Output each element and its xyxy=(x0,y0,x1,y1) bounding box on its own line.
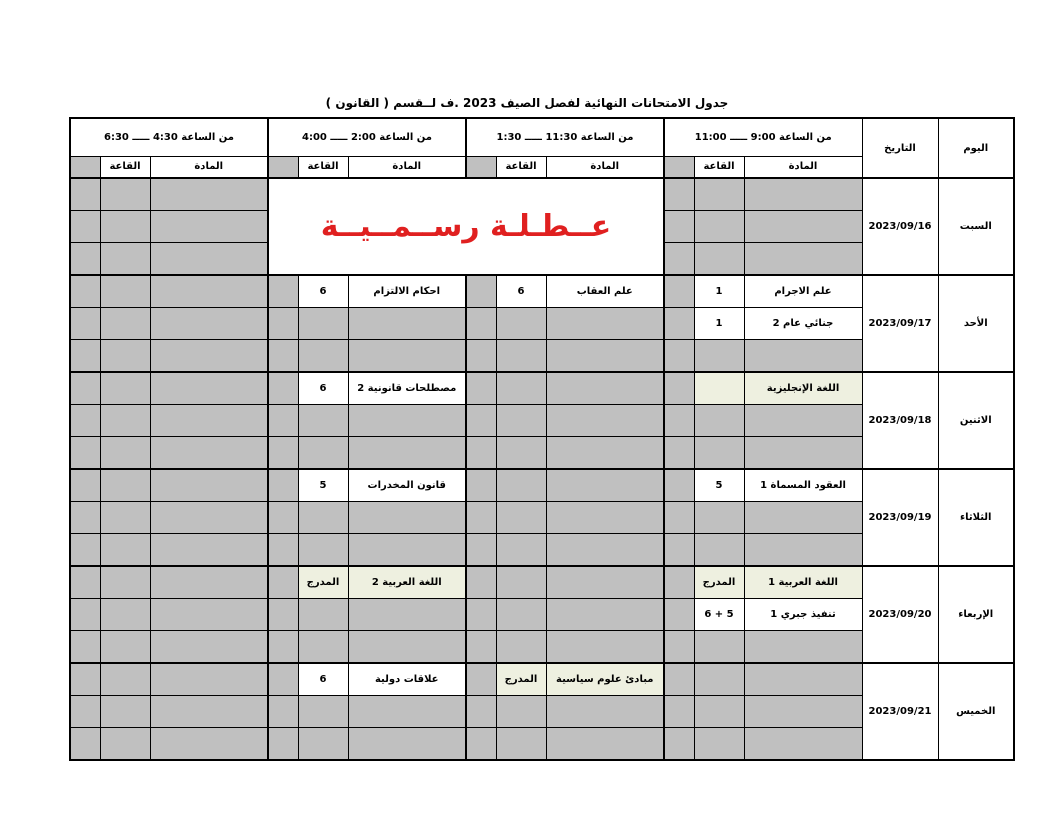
header-date: التاريخ xyxy=(862,118,938,178)
exam-subject xyxy=(546,501,664,533)
exam-hall xyxy=(496,501,546,533)
exam-hall xyxy=(100,663,150,695)
exam-hall xyxy=(298,436,348,469)
table-row xyxy=(70,275,1014,307)
slot-spacer xyxy=(466,307,496,339)
exam-subject xyxy=(744,727,862,760)
exam-subject xyxy=(546,695,664,727)
exam-hall: المدرج xyxy=(298,566,348,598)
exam-hall xyxy=(496,469,546,501)
slot-spacer xyxy=(70,372,100,404)
slot-spacer xyxy=(268,695,298,727)
exam-hall xyxy=(100,307,150,339)
slot-spacer xyxy=(268,307,298,339)
slot-spacer xyxy=(70,533,100,566)
exam-subject xyxy=(150,469,268,501)
exam-hall xyxy=(694,404,744,436)
slot-spacer xyxy=(466,404,496,436)
table-row xyxy=(70,566,1014,598)
header-spacer xyxy=(268,156,298,178)
exam-subject xyxy=(150,307,268,339)
exam-subject xyxy=(348,598,466,630)
slot-spacer xyxy=(268,598,298,630)
exam-subject xyxy=(546,307,664,339)
exam-subject xyxy=(744,178,862,210)
slot-spacer xyxy=(70,404,100,436)
slot-spacer xyxy=(664,630,694,663)
exam-hall xyxy=(100,630,150,663)
slot-spacer xyxy=(664,372,694,404)
slot-spacer xyxy=(466,501,496,533)
exam-hall: 6 xyxy=(298,372,348,404)
slot-spacer xyxy=(664,436,694,469)
exam-subject xyxy=(348,307,466,339)
exam-hall: 5 xyxy=(694,469,744,501)
exam-subject xyxy=(150,566,268,598)
exam-subject: قانون المخدرات xyxy=(348,469,466,501)
exam-hall xyxy=(694,663,744,695)
exam-subject xyxy=(546,436,664,469)
exam-hall xyxy=(694,630,744,663)
slot-spacer xyxy=(268,339,298,372)
header-spacer xyxy=(70,156,100,178)
header-time-slot-1: من الساعة 9:00 ـــــ 11:00 xyxy=(664,118,862,156)
exam-hall xyxy=(496,436,546,469)
exam-subject xyxy=(348,630,466,663)
slot-spacer xyxy=(70,598,100,630)
slot-spacer xyxy=(268,566,298,598)
slot-spacer xyxy=(664,242,694,275)
day-name: الثلاثاء xyxy=(938,469,1014,566)
slot-spacer xyxy=(268,436,298,469)
exam-hall xyxy=(298,339,348,372)
slot-spacer xyxy=(268,469,298,501)
exam-subject xyxy=(150,598,268,630)
exam-subject xyxy=(744,210,862,242)
slot-spacer xyxy=(664,501,694,533)
slot-spacer xyxy=(664,566,694,598)
slot-spacer xyxy=(268,533,298,566)
exam-subject: مصطلحات قانونية 2 xyxy=(348,372,466,404)
exam-subject: جنائي عام 2 xyxy=(744,307,862,339)
exam-hall xyxy=(100,533,150,566)
slot-spacer xyxy=(70,630,100,663)
day-name: السبت xyxy=(938,178,1014,275)
slot-spacer xyxy=(70,307,100,339)
exam-hall xyxy=(496,695,546,727)
slot-spacer xyxy=(664,210,694,242)
table-row xyxy=(70,663,1014,695)
slot-spacer xyxy=(664,727,694,760)
slot-spacer xyxy=(664,533,694,566)
exam-hall xyxy=(298,501,348,533)
header-hall: القاعة xyxy=(298,156,348,178)
slot-spacer xyxy=(466,663,496,695)
exam-subject xyxy=(150,630,268,663)
slot-spacer xyxy=(664,598,694,630)
exam-hall: المدرج xyxy=(496,663,546,695)
exam-hall: 1 xyxy=(694,275,744,307)
slot-spacer xyxy=(268,372,298,404)
exam-hall xyxy=(100,242,150,275)
slot-spacer xyxy=(268,663,298,695)
header-day: اليوم xyxy=(938,118,1014,178)
slot-spacer xyxy=(466,469,496,501)
exam-hall: 6 xyxy=(496,275,546,307)
slot-spacer xyxy=(466,436,496,469)
day-name: الخميس xyxy=(938,663,1014,760)
official-holiday-label: عــطـلـة رســمــيــة xyxy=(320,209,612,244)
slot-spacer xyxy=(70,275,100,307)
exam-subject xyxy=(150,178,268,210)
slot-spacer xyxy=(466,630,496,663)
exam-subject xyxy=(546,566,664,598)
exam-subject xyxy=(744,242,862,275)
exam-hall xyxy=(100,210,150,242)
slot-spacer xyxy=(268,727,298,760)
exam-hall: 6 xyxy=(298,275,348,307)
slot-spacer xyxy=(664,469,694,501)
day-date: 2023/09/18 xyxy=(862,372,938,469)
exam-subject xyxy=(546,533,664,566)
table-row xyxy=(70,178,1014,210)
exam-subject xyxy=(348,501,466,533)
table-row xyxy=(70,469,1014,501)
exam-hall xyxy=(694,339,744,372)
exam-subject: مبادئ علوم سياسية xyxy=(546,663,664,695)
exam-subject xyxy=(348,727,466,760)
exam-subject xyxy=(348,404,466,436)
exam-subject xyxy=(546,339,664,372)
exam-hall xyxy=(298,598,348,630)
exam-subject xyxy=(744,630,862,663)
exam-hall xyxy=(496,404,546,436)
slot-spacer xyxy=(466,339,496,372)
official-holiday-block xyxy=(268,178,664,275)
exam-subject xyxy=(546,404,664,436)
exam-hall xyxy=(694,533,744,566)
exam-subject xyxy=(744,663,862,695)
slot-spacer xyxy=(664,275,694,307)
header-time-slot-4: من الساعة 4:30 ـــــ 6:30 xyxy=(70,118,268,156)
day-name: الاثنين xyxy=(938,372,1014,469)
exam-hall xyxy=(100,566,150,598)
exam-hall xyxy=(496,339,546,372)
exam-subject xyxy=(546,598,664,630)
exam-subject: احكام الالتزام xyxy=(348,275,466,307)
exam-subject xyxy=(348,339,466,372)
exam-subject xyxy=(150,404,268,436)
exam-hall xyxy=(694,178,744,210)
exam-subject xyxy=(150,663,268,695)
slot-spacer xyxy=(466,695,496,727)
exam-subject xyxy=(150,339,268,372)
exam-subject xyxy=(150,275,268,307)
exam-hall xyxy=(100,178,150,210)
exam-hall xyxy=(694,242,744,275)
exam-subject: اللغة العربية 1 xyxy=(744,566,862,598)
slot-spacer xyxy=(268,275,298,307)
exam-hall xyxy=(694,210,744,242)
slot-spacer xyxy=(268,630,298,663)
day-date: 2023/09/20 xyxy=(862,566,938,663)
exam-hall xyxy=(100,727,150,760)
exam-hall xyxy=(100,372,150,404)
exam-hall xyxy=(100,339,150,372)
header-time-slot-2: من الساعة 11:30 ـــــ 1:30 xyxy=(466,118,664,156)
day-name: الإربعاء xyxy=(938,566,1014,663)
exam-hall xyxy=(496,533,546,566)
exam-subject: العقود المسماة 1 xyxy=(744,469,862,501)
header-subject: المادة xyxy=(744,156,862,178)
exam-subject xyxy=(348,436,466,469)
exam-hall xyxy=(100,501,150,533)
exam-hall xyxy=(694,727,744,760)
slot-spacer xyxy=(70,695,100,727)
slot-spacer xyxy=(664,404,694,436)
header-spacer xyxy=(466,156,496,178)
exam-hall xyxy=(496,727,546,760)
header-time-slot-3: من الساعة 2:00 ـــــ 4:00 xyxy=(268,118,466,156)
slot-spacer xyxy=(466,566,496,598)
day-date: 2023/09/17 xyxy=(862,275,938,372)
exam-subject xyxy=(546,372,664,404)
exam-subject xyxy=(744,339,862,372)
exam-subject: تنفيذ جبري 1 xyxy=(744,598,862,630)
slot-spacer xyxy=(466,598,496,630)
header-hall: القاعة xyxy=(496,156,546,178)
exam-hall xyxy=(694,695,744,727)
slot-spacer xyxy=(268,501,298,533)
slot-spacer xyxy=(664,307,694,339)
slot-spacer xyxy=(466,372,496,404)
slot-spacer xyxy=(70,566,100,598)
exam-subject xyxy=(348,533,466,566)
exam-hall xyxy=(298,307,348,339)
slot-spacer xyxy=(466,727,496,760)
exam-hall xyxy=(100,436,150,469)
slot-spacer xyxy=(70,501,100,533)
slot-spacer xyxy=(70,436,100,469)
header-subject: المادة xyxy=(150,156,268,178)
exam-subject xyxy=(150,727,268,760)
exam-subject xyxy=(150,695,268,727)
day-date: 2023/09/21 xyxy=(862,663,938,760)
day-date: 2023/09/16 xyxy=(862,178,938,275)
header-hall: القاعة xyxy=(100,156,150,178)
exam-subject xyxy=(150,242,268,275)
exam-subject: علم العقاب xyxy=(546,275,664,307)
exam-hall: 1 xyxy=(694,307,744,339)
exam-hall: المدرج xyxy=(694,566,744,598)
exam-hall xyxy=(496,372,546,404)
exam-hall: 5 xyxy=(298,469,348,501)
slot-spacer xyxy=(466,275,496,307)
exam-subject: اللغة العربية 2 xyxy=(348,566,466,598)
exam-hall xyxy=(694,436,744,469)
header-spacer xyxy=(664,156,694,178)
exam-hall xyxy=(100,598,150,630)
header-row xyxy=(70,118,1014,156)
exam-subject xyxy=(546,630,664,663)
exam-subject xyxy=(348,695,466,727)
document-title: جدول الامتحانات النهائية لفصل الصيف 2023 .ف لــقسم ( القانون ) xyxy=(325,96,729,110)
exam-schedule-table xyxy=(69,117,1015,761)
exam-subject xyxy=(744,436,862,469)
exam-hall xyxy=(496,598,546,630)
exam-subject xyxy=(150,372,268,404)
exam-hall xyxy=(298,533,348,566)
exam-hall xyxy=(298,727,348,760)
exam-subject: علم الاجرام xyxy=(744,275,862,307)
exam-hall xyxy=(298,404,348,436)
exam-subject xyxy=(150,533,268,566)
exam-hall xyxy=(298,630,348,663)
exam-hall: 5 + 6 xyxy=(694,598,744,630)
slot-spacer xyxy=(70,242,100,275)
exam-subject xyxy=(744,695,862,727)
exam-subject: اللغة الإنجليزية xyxy=(744,372,862,404)
slot-spacer xyxy=(70,210,100,242)
exam-hall: 6 xyxy=(298,663,348,695)
exam-subject xyxy=(744,501,862,533)
exam-hall xyxy=(100,275,150,307)
slot-spacer xyxy=(70,469,100,501)
exam-hall xyxy=(100,469,150,501)
header-subject: المادة xyxy=(348,156,466,178)
exam-subject xyxy=(150,210,268,242)
exam-subject xyxy=(744,404,862,436)
slot-spacer xyxy=(70,727,100,760)
exam-subject xyxy=(150,501,268,533)
slot-spacer xyxy=(664,663,694,695)
exam-subject xyxy=(546,469,664,501)
exam-subject xyxy=(744,533,862,566)
slot-spacer xyxy=(70,178,100,210)
exam-subject: علاقات دولية xyxy=(348,663,466,695)
exam-hall xyxy=(298,695,348,727)
slot-spacer xyxy=(664,339,694,372)
slot-spacer xyxy=(664,178,694,210)
exam-hall xyxy=(694,372,744,404)
exam-subject xyxy=(150,436,268,469)
exam-hall xyxy=(100,695,150,727)
slot-spacer xyxy=(664,695,694,727)
day-name: الأحد xyxy=(938,275,1014,372)
header-hall: القاعة xyxy=(694,156,744,178)
exam-hall xyxy=(100,404,150,436)
slot-spacer xyxy=(70,663,100,695)
slot-spacer xyxy=(70,339,100,372)
exam-hall xyxy=(496,630,546,663)
slot-spacer xyxy=(466,533,496,566)
exam-hall xyxy=(694,501,744,533)
header-subject: المادة xyxy=(546,156,664,178)
exam-subject xyxy=(546,727,664,760)
exam-hall xyxy=(496,566,546,598)
exam-hall xyxy=(496,307,546,339)
slot-spacer xyxy=(268,404,298,436)
day-date: 2023/09/19 xyxy=(862,469,938,566)
table-row xyxy=(70,372,1014,404)
